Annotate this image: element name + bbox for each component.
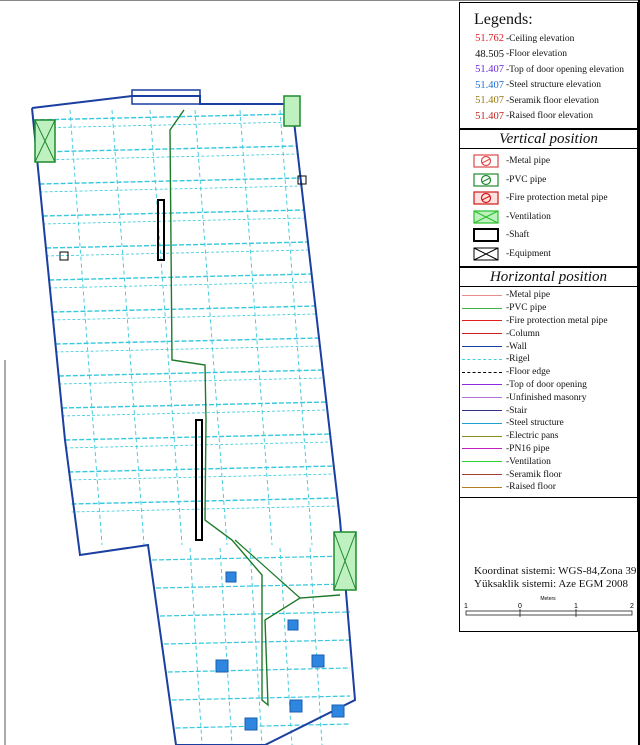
vertical-legend-row: [460, 245, 637, 264]
height-system: Yüksaklik sistemi: Aze EGM 2008: [474, 578, 628, 590]
rigel-line: [33, 122, 294, 128]
rigel-line: [65, 442, 330, 448]
vertical-legend-label: -Ventilation: [506, 211, 551, 222]
rigel-line: [59, 370, 323, 376]
equipment-icon: [466, 247, 502, 261]
scale-tick-label: 1: [464, 603, 468, 610]
vertical-legend-label: -Shaft: [506, 230, 530, 241]
vertical-legend-symbol: [466, 173, 502, 187]
rigel-line: [280, 110, 312, 545]
elevation-row: [460, 93, 637, 109]
horizontal-legend-label: -Electric pans: [506, 431, 559, 442]
ventilation-shaft-top: [284, 96, 300, 126]
vertical-legend-row: [460, 171, 637, 190]
rigel-line: [49, 282, 312, 288]
horizontal-legend-line: [462, 397, 502, 398]
section-divider: [460, 497, 637, 498]
horizontal-legend-label: -PN16 pipe: [506, 443, 550, 454]
elevation-value: 51.407: [475, 64, 504, 76]
horizontal-legend-row: [460, 404, 637, 417]
rigel-line: [156, 584, 350, 588]
scale-tick-label: 1: [574, 603, 578, 610]
rigel-line: [172, 696, 350, 700]
legend-title: Legends:: [474, 11, 533, 28]
coordinate-system: Koordinat sistemi: WGS-84,Zona 39: [474, 565, 637, 577]
ventilation-icon: [466, 210, 502, 224]
rigel-line: [65, 434, 330, 440]
elevation-value: 51.407: [475, 79, 504, 91]
horizontal-legend-label: -Stair: [506, 405, 528, 416]
horizontal-legend-label: -Ventilation: [506, 456, 551, 467]
rigel-line: [62, 410, 327, 416]
vertical-position-list: [460, 149, 637, 263]
horizontal-legend-label: -PVC pipe: [506, 303, 547, 314]
rigel-line: [62, 402, 327, 408]
legend-panel: [459, 2, 638, 632]
vertical-legend-row: [460, 189, 637, 208]
horizontal-legend-row: [460, 443, 637, 456]
shaft-mark: [158, 200, 164, 260]
vertical-legend-row: [460, 226, 637, 245]
fire-pipe-icon: [466, 191, 502, 205]
shaft-mark: [196, 420, 202, 540]
horizontal-legend-label: -Column: [506, 328, 540, 339]
horizontal-legend-row: [460, 468, 637, 481]
vertical-legend-row: [460, 152, 637, 171]
elevation-row: [460, 109, 637, 125]
elevation-row: [460, 62, 637, 78]
horizontal-position-heading: Horizontal position: [460, 266, 637, 287]
horizontal-legend-row: [460, 302, 637, 315]
horizontal-legend-row: [460, 353, 637, 366]
horizontal-legend-line: [462, 346, 502, 347]
rigel-line: [176, 724, 350, 728]
scale-bar: [462, 593, 634, 623]
horizontal-legend-row: [460, 315, 637, 328]
elevation-label: -Ceiling elevation: [506, 33, 575, 44]
elevation-label: -Floor elevation: [506, 49, 567, 60]
elevation-label: -Seramik floor elevation: [506, 95, 599, 106]
horizontal-position-list: [460, 287, 637, 494]
horizontal-legend-line: [462, 384, 502, 385]
rigel-line: [59, 378, 323, 384]
horizontal-legend-row: [460, 340, 637, 353]
horizontal-legend-label: -Wall: [506, 341, 527, 352]
plan-outline: [32, 96, 355, 745]
plan-grid: [33, 110, 350, 745]
horizontal-legend-label: -Fire protection metal pipe: [506, 315, 608, 326]
horizontal-legend-line: [462, 359, 502, 360]
rigel-line: [43, 210, 305, 216]
rigel-line: [190, 548, 202, 745]
horizontal-legend-line: [462, 474, 502, 475]
vertical-legend-label: -Fire protection metal pipe: [506, 193, 608, 204]
rigel-line: [112, 110, 144, 545]
rigel-line: [43, 218, 305, 224]
rigel-line: [46, 250, 309, 256]
elevation-row: [460, 47, 637, 63]
scale-title: Meters: [540, 596, 556, 602]
rigel-line: [280, 548, 292, 745]
horizontal-legend-label: -Floor edge: [506, 367, 551, 378]
horizontal-legend-label: -Metal pipe: [506, 290, 551, 301]
horizontal-legend-row: [460, 481, 637, 494]
horizontal-legend-row: [460, 327, 637, 340]
rigel-line: [52, 314, 316, 320]
elevation-label: -Steel structure elevation: [506, 80, 601, 91]
scale-tick-label: 2: [630, 603, 634, 610]
horizontal-legend-line: [462, 487, 502, 488]
rigel-line: [49, 274, 312, 280]
horizontal-legend-row: [460, 391, 637, 404]
elevation-row: [460, 78, 637, 94]
elevation-value: 51.407: [475, 110, 504, 122]
scale-tick-label: 0: [518, 603, 522, 610]
vertical-legend-symbol: [466, 191, 502, 205]
rigel-line: [56, 346, 320, 352]
rigel-line: [56, 338, 320, 344]
horizontal-legend-label: -Steel structure: [506, 418, 564, 429]
elevation-label: -Raised floor elevation: [506, 111, 594, 122]
elevation-list: [460, 31, 637, 124]
horizontal-legend-line: [462, 333, 502, 334]
vertical-legend-label: -PVC pipe: [506, 174, 547, 185]
rigel-line: [33, 114, 294, 120]
vertical-legend-symbol: [466, 154, 502, 168]
rigel-line: [160, 612, 350, 616]
horizontal-legend-line: [462, 308, 502, 309]
vertical-legend-symbol: [466, 210, 502, 224]
rigel-line: [164, 640, 350, 644]
horizontal-legend-row: [460, 417, 637, 430]
elevation-value: 48.505: [475, 48, 504, 60]
rigel-line: [36, 146, 297, 152]
horizontal-legend-label: -Top of door opening: [506, 379, 587, 390]
vertical-legend-label: -Metal pipe: [506, 156, 551, 167]
horizontal-legend-row: [460, 289, 637, 302]
vertical-legend-symbol: [466, 247, 502, 261]
rigel-line: [168, 668, 350, 672]
rigel-line: [250, 548, 262, 745]
horizontal-legend-row: [460, 455, 637, 468]
rigel-line: [240, 110, 272, 545]
horizontal-legend-row: [460, 379, 637, 392]
horizontal-legend-line: [462, 372, 502, 373]
horizontal-legend-line: [462, 436, 502, 437]
horizontal-legend-line: [462, 410, 502, 411]
horizontal-legend-line: [462, 423, 502, 424]
rigel-line: [195, 110, 227, 545]
rigel-line: [150, 110, 182, 545]
metal-pipe-icon: [466, 154, 502, 168]
horizontal-legend-line: [462, 295, 502, 296]
horizontal-legend-label: -Seramik floor: [506, 469, 562, 480]
horizontal-legend-label: -Raised floor: [506, 482, 556, 493]
vertical-legend-row: [460, 208, 637, 227]
horizontal-legend-line: [462, 320, 502, 321]
horizontal-legend-label: -Rigel: [506, 354, 530, 365]
elevation-label: -Top of door opening elevation: [506, 64, 625, 75]
rigel-line: [310, 548, 322, 745]
elevation-row: [460, 31, 637, 47]
elevation-value: 51.407: [475, 95, 504, 107]
rigel-line: [46, 242, 309, 248]
rigel-line: [52, 306, 316, 312]
vertical-legend-label: -Equipment: [506, 248, 551, 259]
elevation-value: 51.762: [475, 33, 504, 45]
horizontal-legend-row: [460, 366, 637, 379]
shaft-icon: [466, 228, 502, 242]
pvc-pipe-branch: [235, 540, 300, 598]
horizontal-legend-label: -Unfinished masonry: [506, 392, 587, 403]
horizontal-legend-line: [462, 448, 502, 449]
horizontal-legend-line: [462, 461, 502, 462]
rigel-line: [36, 154, 297, 160]
pvc-pipe-icon: [466, 173, 502, 187]
horizontal-legend-row: [460, 430, 637, 443]
vertical-position-heading: Vertical position: [460, 128, 637, 149]
vertical-legend-symbol: [466, 228, 502, 242]
